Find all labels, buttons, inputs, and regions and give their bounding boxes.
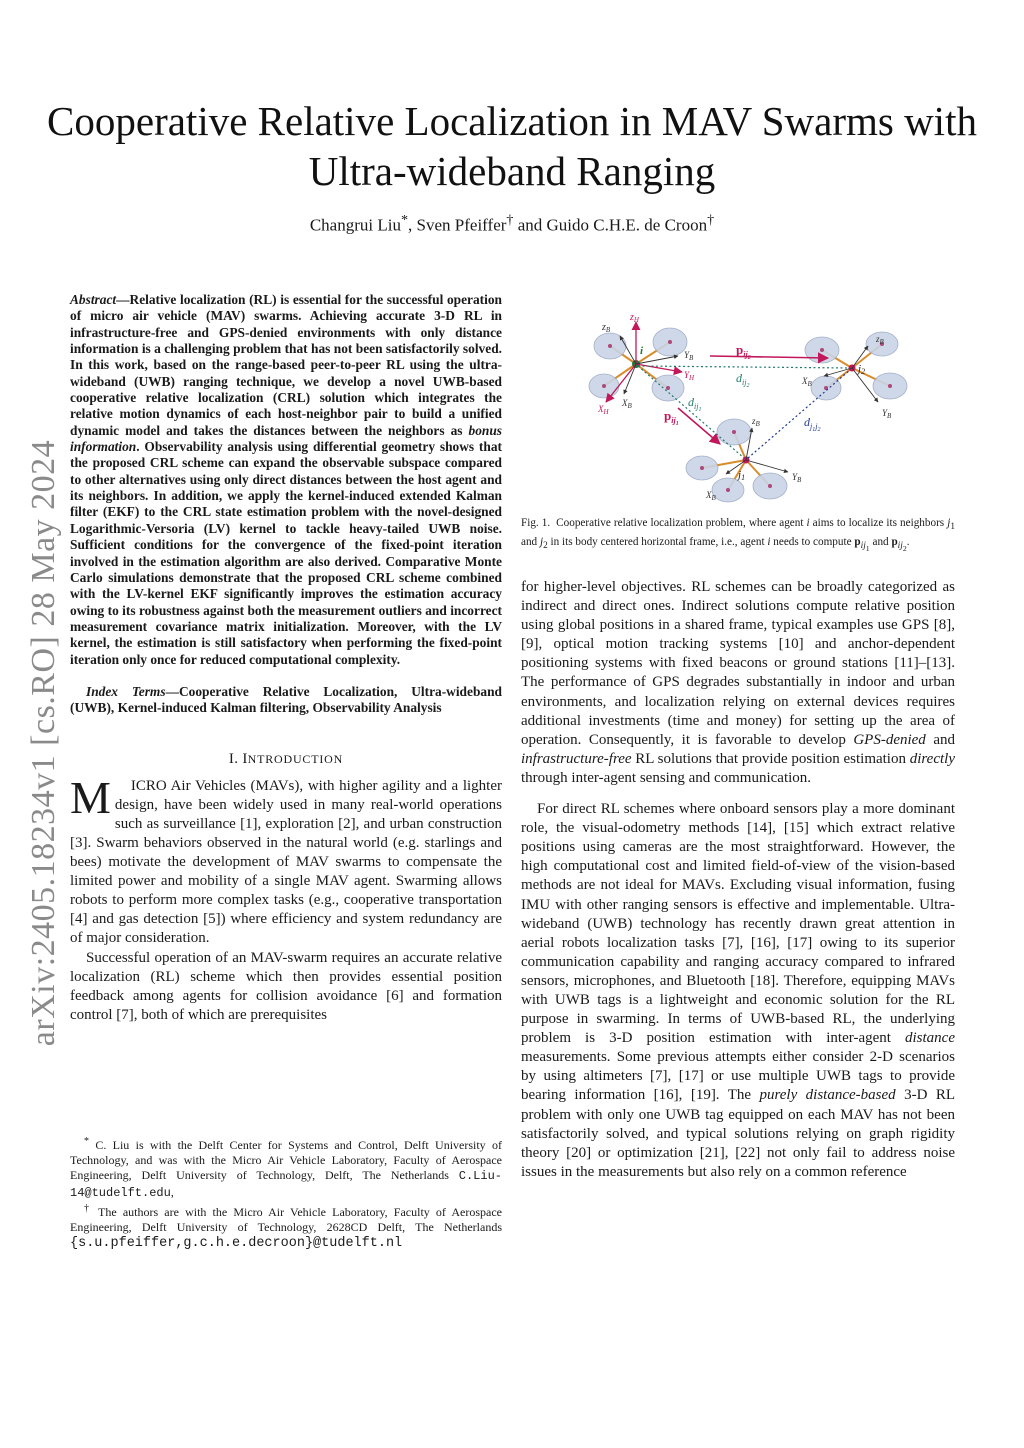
label-zB-i: $z_B$ xyxy=(602,322,611,334)
caption-label: Fig. 1. xyxy=(521,517,551,529)
left-column xyxy=(70,292,502,1025)
arxiv-stamp-text: arXiv:2405.18234v1 [cs.RO] 28 May 2024 xyxy=(25,439,63,1047)
caption-math: j xyxy=(947,517,951,529)
label-p-ij2: $p_{ij}2$ xyxy=(736,342,751,361)
caption-text: in its body centered horizontal frame, i.e., agent xyxy=(547,535,768,548)
section-rest: NTRODUCTION xyxy=(247,751,344,766)
footnote-1-text: C. Liu is with the Delft Center for Systems and Control, Delft University of Technology, and was with the Micro Air Vehicle Laboratory, Faculty of Aerospace Engineering, Delft University of Technology, Delft, The Netherlands xyxy=(70,1138,502,1183)
caption-math-sub: 1 xyxy=(950,522,955,533)
label-yB-j2: $Y_B$ xyxy=(882,408,892,420)
caption-text: and xyxy=(869,535,892,548)
footnote-2-text: The authors are with the Micro Air Vehicle Laboratory, Faculty of Aerospace Engineering, Delft University of Technology, 2628CD Delft, The Netherlands xyxy=(70,1204,503,1235)
author-list xyxy=(112,208,912,238)
author-name: Sven Pfeiffer xyxy=(416,215,507,235)
caption-math-sub: 2 xyxy=(543,541,548,552)
caption-math: i xyxy=(806,517,810,529)
label-yB-j1: $Y_B$ xyxy=(792,472,802,484)
intro-paragraph-2: Successful operation of an MAV-swarm requires an accurate relative localization (RL) scheme which then provides essential position feedback among agents for collision avoidance [6] and formation control [7], both of which are prerequisites xyxy=(70,949,502,1023)
label-j1: j1 xyxy=(738,469,746,482)
body-paragraph-1 xyxy=(521,578,955,788)
body-emphasis: infrastructure-free xyxy=(521,750,632,767)
vector-p-ij1 xyxy=(678,408,720,444)
label-xH: $X_H$ xyxy=(598,404,609,416)
body-paragraph-2 xyxy=(521,800,955,1182)
body-text: measurements. Some previous attempts either consider 2-D scenarios by using altimeters [7], [17] or use multiple UWB tags to provide bearing information [16], [19]. The xyxy=(521,1049,955,1104)
body-text: through inter-agent sensing and communication. xyxy=(521,769,812,786)
right-column xyxy=(521,578,955,1182)
footnote-1 xyxy=(70,1134,502,1201)
footnote-mark: † xyxy=(84,1202,93,1214)
caption-text: . xyxy=(906,535,910,548)
label-j2: j2 xyxy=(858,363,866,376)
label-d-ij1: $d_{ij}1$ xyxy=(688,395,702,413)
footnote-2 xyxy=(70,1201,502,1252)
label-d-ij2: $d_{ij}2$ xyxy=(736,371,750,389)
index-terms xyxy=(70,684,502,717)
label-i: i xyxy=(640,345,644,357)
index-terms-dash: — xyxy=(165,683,179,699)
agent-j2-drone xyxy=(805,332,907,402)
body-text: RL solutions that provide position estimation xyxy=(631,750,910,767)
paper-title: Cooperative Relative Localization in MAV Swarms with Ultra-wideband Ranging xyxy=(47,98,977,194)
abstract-dash: — xyxy=(116,292,130,307)
author-mark: † xyxy=(707,212,715,228)
section-first-letter: I xyxy=(242,750,248,767)
index-terms-label: Index Terms xyxy=(86,683,166,699)
drop-cap: M xyxy=(70,771,111,823)
label-yH: $Y_H$ xyxy=(684,370,695,382)
caption-text: aims to localize its neighbors xyxy=(809,517,948,529)
index-terms-text: Cooperative Relative Localization, Ultra-wideband (UWB), Kernel-induced Kalman filtering, Observability Analysis xyxy=(70,683,502,716)
footnotes xyxy=(70,1134,502,1251)
caption-text: Cooperative relative localization problem, where agent xyxy=(556,517,807,529)
body-text: and xyxy=(925,731,955,748)
caption-text: and xyxy=(521,535,540,548)
body-text: for higher-level objectives. RL schemes can be broadly categorized as indirect and direct ones. Indirect solutions compute relative position using global positions in a shared frame, typical examples use GPS [8], [9], optical motion tracking systems [10] and anchor-dependent positioning systems with fixed beacons or ground stations [11]–[13]. The performance of GPS degrades substantially in indoor and urban environments, and localization relying on external devices requires additional investments (time and money) for setting up the area of operation. Consequently, it is favorable to develop xyxy=(521,579,955,748)
footnote-mark: * xyxy=(84,1136,89,1147)
label-xB-j1: $X_B$ xyxy=(706,490,716,502)
author-separator: and xyxy=(513,215,547,235)
arxiv-stamp xyxy=(19,432,69,1054)
author-mark: † xyxy=(506,212,514,228)
body-emphasis: directly xyxy=(909,750,955,767)
intro-paragraph-1 xyxy=(70,771,502,949)
figure-crl-diagram xyxy=(560,306,930,514)
agent-j1-drone xyxy=(686,419,788,502)
label-zH: $z_H$ xyxy=(630,312,639,324)
label-xB-i: $X_B$ xyxy=(622,398,632,410)
abstract-italic: bonus information xyxy=(70,422,502,455)
label-p-ij1: $p_{ij}1$ xyxy=(664,408,679,427)
abstract-text-1: Relative localization (RL) is essential for the successful operation of micro air vehicle (MAV) swarms. Achieving accurate 3-D RL in infrastructure-free and GPS-denied environments with only distance information is a challenging problem that has not been satisfactorily solved. In this work, based on the range-based peer-to-peer RL using the ultra-wideband (UWB) ranging technique, we develop a novel UWB-based cooperative relative localization (CRL) solution which integrates the relative motion dynamics of each host-neighbor pair to build a unified dynamic model and takes the distances between the neighbors as xyxy=(70,292,502,438)
distance-line-ij2 xyxy=(638,366,850,368)
abstract-text-2: . Observability analysis using differential geometry shows that the proposed CRL scheme can expand the observable subspace compared to other alternatives using only direct distances between the host agent and its neighbors. In addition, we apply the kernel-induced extended Kalman filter (EKF) to the CRL state estimation problem with the novel-designed Logarithmic-Versoria (LV) kernel to tackle heavy-tailed UWB noise. Sufficient conditions for the convergence of the fixed-point iteration involved in the estimation algorithm are also derived. Comparative Monte Carlo simulations demonstrate that the proposed CRL scheme combined with the LV-kernel EKF significantly improves the estimation accuracy owing to its robustness against both the measurement outliers and incorrect measurement covariance matrix initialization. Moreover, with the LV kernel, the estimation is still satisfactory when performing the fixed-point iteration only once for reduced computational complexity. xyxy=(70,439,502,667)
section-numeral: I. xyxy=(228,750,243,767)
caption-math-sub: 2 xyxy=(902,543,907,553)
body-text: For direct RL schemes where onboard sensors play a more dominant role, the visual-odometry methods [14], [15] which extract relative positions using cameras are the most straightforward. However, the high computational cost and limited field-of-view of the vision-based methods are not ideal for MAVs. Excluding visual information, fusing IMU with other ranging sensors is effective and implementable. Ultra-wideband (UWB) technology has recently drawn great attention in aerial robots localization tasks [7], [16], [17] owing to its superior communication capability and ranging accuracy compared to infrared sensors, microphones, and Bluetooth [18]. Therefore, equipping MAVs with UWB tags is a lightweight and economic solution for the RL purpose in swarming. In terms of UWB-based RL, the underlying problem is 3-D position estimation with inter-agent xyxy=(521,801,955,1047)
section-heading xyxy=(70,750,502,769)
label-zB-j1: $z_B$ xyxy=(752,416,760,428)
caption-text: needs to compute xyxy=(770,535,855,548)
body-text: 3-D RL problem with only one UWB tag equipped on each MAV has not been satisfactorily solved, and typical solutions relying on graph rigidity theory [20] or optimization [21], [22] not only fail to address noise issues in the measurements but also rely on a common reference xyxy=(521,1087,955,1180)
figure-caption xyxy=(521,516,955,557)
author-mark: * xyxy=(400,212,409,228)
body-emphasis: GPS-denied xyxy=(853,731,926,748)
label-d-j1j2: $d_j1j2$ xyxy=(804,415,821,433)
abstract xyxy=(70,292,502,668)
caption-math-sub: ij xyxy=(860,541,866,552)
author-name: Guido C.H.E. de Croon xyxy=(546,215,708,235)
caption-math-sub: 1 xyxy=(865,543,870,553)
footnote-2-email: {s.u.pfeiffer,g.c.h.e.decroon}@tudelft.nl xyxy=(70,1236,403,1252)
body-emphasis: purely distance-based xyxy=(759,1087,896,1104)
intro-text-1: ICRO Air Vehicles (MAVs), with higher agility and a lighter design, have been widely used in many real-world operations such as surveillance [1], exploration [2], and urban construction [3]. Swarm behaviors observed in the natural world (e.g. starlings and bees) motivate the development of MAV swarms to compensate the limited power and mobility of a single MAV agent. Swarming allows robots to perform more complex tasks (e.g., cooperative transportation [4] and gas detection [5]) where efficiency and system redundancy are of major consideration. xyxy=(70,777,502,947)
label-zB-j2: $z_B$ xyxy=(876,334,884,346)
author-name: Changrui Liu xyxy=(309,215,401,235)
caption-math-sub: ij xyxy=(897,541,903,552)
label-yB-i: $Y_B$ xyxy=(684,350,694,362)
caption-math: p xyxy=(854,535,861,548)
author-separator: , xyxy=(408,215,417,235)
abstract-label: Abstract xyxy=(70,292,117,307)
label-xB-j2: $X_B$ xyxy=(802,376,812,388)
body-emphasis: distance xyxy=(905,1030,955,1047)
footnote-1-end: , xyxy=(170,1184,174,1199)
caption-math: p xyxy=(891,535,898,548)
caption-math: j xyxy=(539,535,544,548)
caption-math: i xyxy=(767,535,771,548)
footnote-1-email: C.Liu-14@tudelft.edu xyxy=(70,1169,502,1200)
